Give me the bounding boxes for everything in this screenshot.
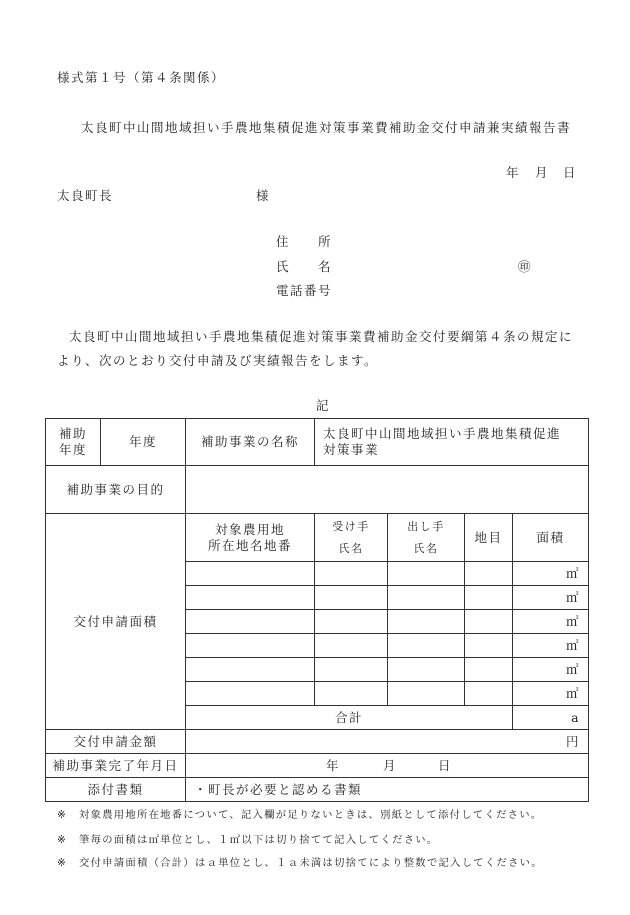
purpose-value[interactable] (186, 466, 589, 514)
addressee-honorific: 様 (256, 188, 271, 203)
receiver-cell[interactable] (315, 682, 388, 706)
col-header-receiver: 受け手 氏名 (315, 514, 388, 562)
area-cell[interactable]: ㎡ (513, 562, 589, 586)
giver-cell[interactable] (388, 562, 465, 586)
completion-date-label: 補助事業完了年月日 (46, 754, 186, 778)
giver-cell[interactable] (388, 658, 465, 682)
receiver-cell[interactable] (315, 634, 388, 658)
seal-mark: ㊞ (518, 259, 533, 274)
landtype-cell[interactable] (465, 562, 513, 586)
date-day: 日 (563, 165, 578, 180)
location-cell[interactable] (186, 610, 315, 634)
landtype-cell[interactable] (465, 634, 513, 658)
date-month: 月 (535, 165, 550, 180)
phone-label: 電話番号 (276, 283, 333, 298)
landtype-cell[interactable] (465, 682, 513, 706)
landtype-cell[interactable] (465, 610, 513, 634)
total-area-cell[interactable]: a (513, 706, 589, 730)
area-cell[interactable]: ㎡ (513, 682, 589, 706)
amount-value[interactable]: 円 (186, 730, 589, 754)
receiver-cell[interactable] (315, 610, 388, 634)
giver-cell[interactable] (388, 634, 465, 658)
giver-cell[interactable] (388, 586, 465, 610)
completion-date-value[interactable] (186, 754, 589, 778)
completion-month: 月 (383, 758, 398, 773)
location-cell[interactable] (186, 562, 315, 586)
area-cell[interactable]: ㎡ (513, 586, 589, 610)
location-cell[interactable] (186, 634, 315, 658)
amount-label: 交付申請金額 (46, 730, 186, 754)
document-title: 太良町中山間地域担い手農地集積促進対策事業費補助金交付申請兼実績報告書 (81, 120, 572, 135)
receiver-cell[interactable] (315, 562, 388, 586)
receiver-cell[interactable] (315, 658, 388, 682)
location-cell[interactable] (186, 586, 315, 610)
note-3: ※ 交付申請面積（合計）はａ単位とし、１ａ未満は切捨てにより整数で記入してください。 (57, 857, 543, 869)
col-header-location: 対象農用地 所在地名地番 (186, 514, 315, 562)
landtype-cell[interactable] (465, 658, 513, 682)
area-cell[interactable]: ㎡ (513, 634, 589, 658)
body-text-line-2: より、次のとおり交付申請及び実績報告をします。 (57, 353, 379, 368)
name-label: 氏 名 (276, 259, 333, 274)
location-cell[interactable] (186, 682, 315, 706)
applied-area-label: 交付申請面積 (46, 514, 186, 730)
subsidy-year-label: 補助 年度 (46, 419, 101, 466)
form-number: 様式第１号（第４条関係） (57, 70, 226, 85)
col-header-area: 面積 (513, 514, 589, 562)
purpose-label: 補助事業の目的 (46, 466, 186, 514)
year-label: 年度 (101, 419, 186, 466)
total-label: 合計 (186, 706, 513, 730)
giver-cell[interactable] (388, 610, 465, 634)
note-1: ※ 対象農用地所在地番について、記入欄が足りないときは、別紙として添付してください。 (57, 809, 543, 821)
attachments-value: ・町長が必要と認める書類 (186, 778, 589, 802)
body-text-line-1: 太良町中山間地域担い手農地集積促進対策事業費補助金交付要綱第４条の規定に (69, 329, 574, 344)
completion-day: 日 (438, 758, 453, 773)
col-header-giver: 出し手 氏名 (388, 514, 465, 562)
project-name-value: 太良町中山間地域担い手農地集積促進 対策事業 (315, 419, 589, 466)
area-cell[interactable]: ㎡ (513, 610, 589, 634)
completion-year: 年 (326, 758, 341, 773)
attachments-label: 添付書類 (46, 778, 186, 802)
note-2: ※ 筆毎の面積は㎡単位とし、１㎡以下は切り捨てて記入してください。 (57, 834, 439, 846)
location-cell[interactable] (186, 658, 315, 682)
address-label: 住 所 (276, 234, 333, 249)
area-cell[interactable]: ㎡ (513, 658, 589, 682)
application-table (45, 418, 589, 802)
addressee-name: 太良町長 (57, 188, 114, 203)
giver-cell[interactable] (388, 682, 465, 706)
project-name-label: 補助事業の名称 (186, 419, 315, 466)
col-header-landtype: 地目 (465, 514, 513, 562)
ki-heading: 記 (316, 398, 331, 413)
receiver-cell[interactable] (315, 586, 388, 610)
landtype-cell[interactable] (465, 586, 513, 610)
date-year: 年 (506, 165, 521, 180)
